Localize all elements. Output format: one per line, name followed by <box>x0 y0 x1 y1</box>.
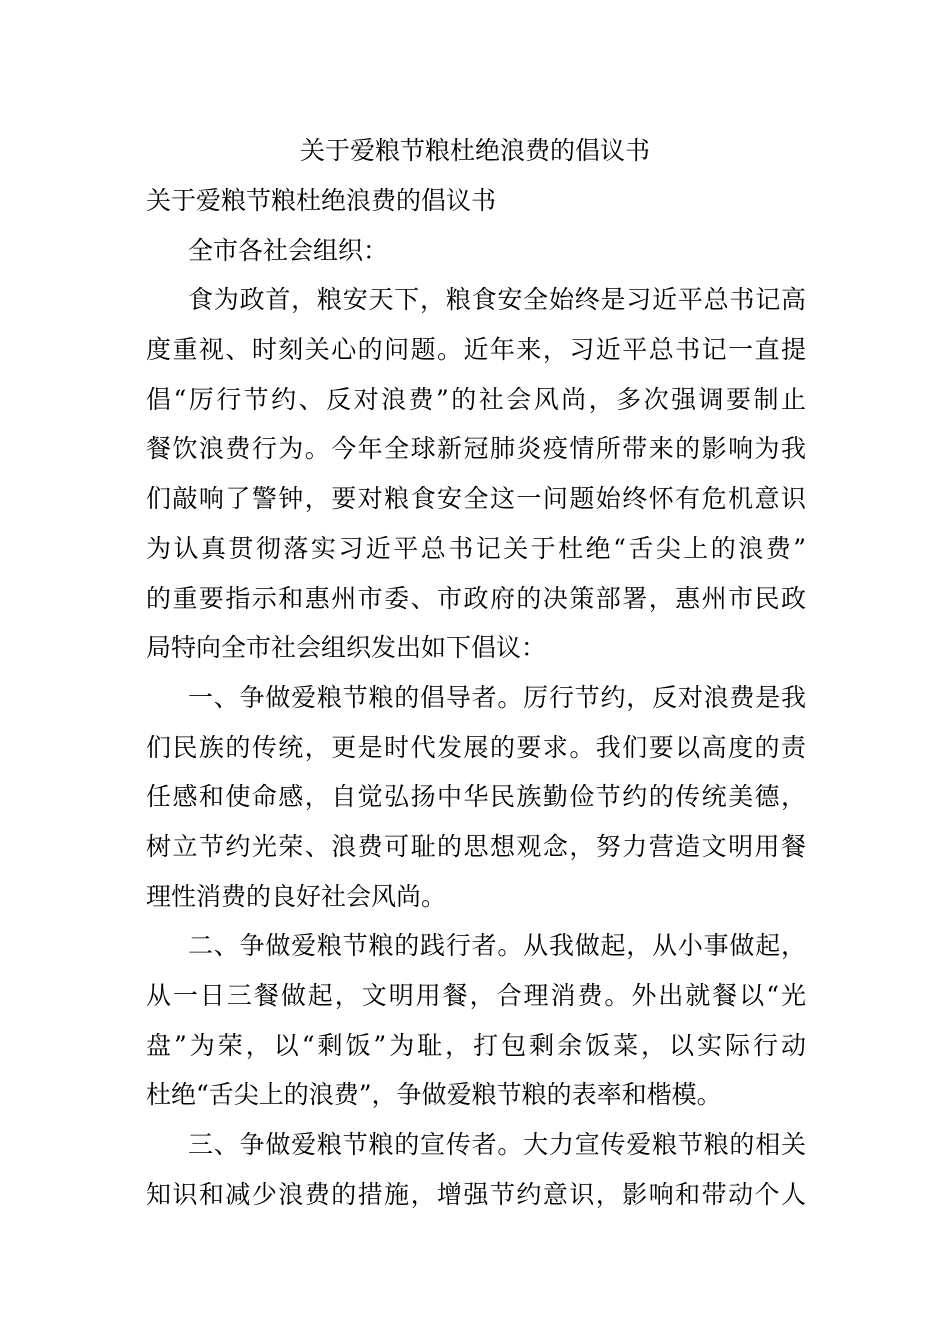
text-line: 局特向全市社会组织发出如下倡议： <box>146 633 547 663</box>
text-line: 理性消费的良好社会风尚。 <box>146 881 447 911</box>
text-line: 们民族的传统，更是时代发展的要求。我们要以高度的责 <box>146 732 806 762</box>
paragraph-point-1 <box>146 673 806 921</box>
text-line: 从一日三餐做起，文明用餐，合理消费。外出就餐以“光 <box>146 981 806 1010</box>
text-line: 任感和使命感，自觉弘扬中华民族勤俭节约的传统美德， <box>146 782 806 812</box>
text-line: 盘”为荣，以“剩饭”为耻，打包剩余饭菜，以实际行动 <box>146 1030 806 1060</box>
document-heading: 关于爱粮节粮杜绝浪费的倡议书 <box>146 186 497 215</box>
text-line: 二、争做爱粮节粮的践行者。从我做起，从小事做起， <box>188 931 806 961</box>
text-line: 树立节约光荣、浪费可耻的思想观念，努力营造文明用餐 <box>146 831 806 861</box>
text-line: 杜绝“舌尖上的浪费”，争做爱粮节粮的表率和楷模。 <box>146 1080 722 1110</box>
text-line: 为认真贯彻落实习近平总书记关于杜绝“舌尖上的浪费” <box>146 533 806 563</box>
text-line: 一、争做爱粮节粮的倡导者。厉行节约，反对浪费是我 <box>188 682 806 712</box>
text-line: 餐饮浪费行为。今年全球新冠肺炎疫情所带来的影响为我 <box>146 434 806 464</box>
text-line: 的重要指示和惠州市委、市政府的决策部署，惠州市民政 <box>146 583 806 613</box>
document-body <box>146 176 806 1219</box>
text-line: 们敲响了警钟，要对粮食安全这一问题始终怀有危机意识 <box>146 484 806 514</box>
text-line: 倡“厉行节约、反对浪费”的社会风尚，多次强调要制止 <box>146 384 806 414</box>
paragraph-intro <box>146 275 806 673</box>
text-line: 三、争做爱粮节粮的宣传者。大力宣传爱粮节粮的相关 <box>188 1130 806 1160</box>
text-line: 食为政首，粮安天下，粮食安全始终是习近平总书记高 <box>188 285 806 315</box>
text-line: 度重视、时刻关心的问题。近年来，习近平总书记一直提 <box>146 335 806 365</box>
paragraph-salutation <box>146 226 806 276</box>
text-line: 知识和减少浪费的措施，增强节约意识，影响和带动个人 <box>146 1179 806 1209</box>
paragraph-point-2 <box>146 921 806 1120</box>
paragraph-point-3 <box>146 1120 806 1219</box>
text-line: 全市各社会组织： <box>188 235 389 265</box>
document-title: 关于爱粮节粮杜绝浪费的倡议书 <box>299 136 650 165</box>
